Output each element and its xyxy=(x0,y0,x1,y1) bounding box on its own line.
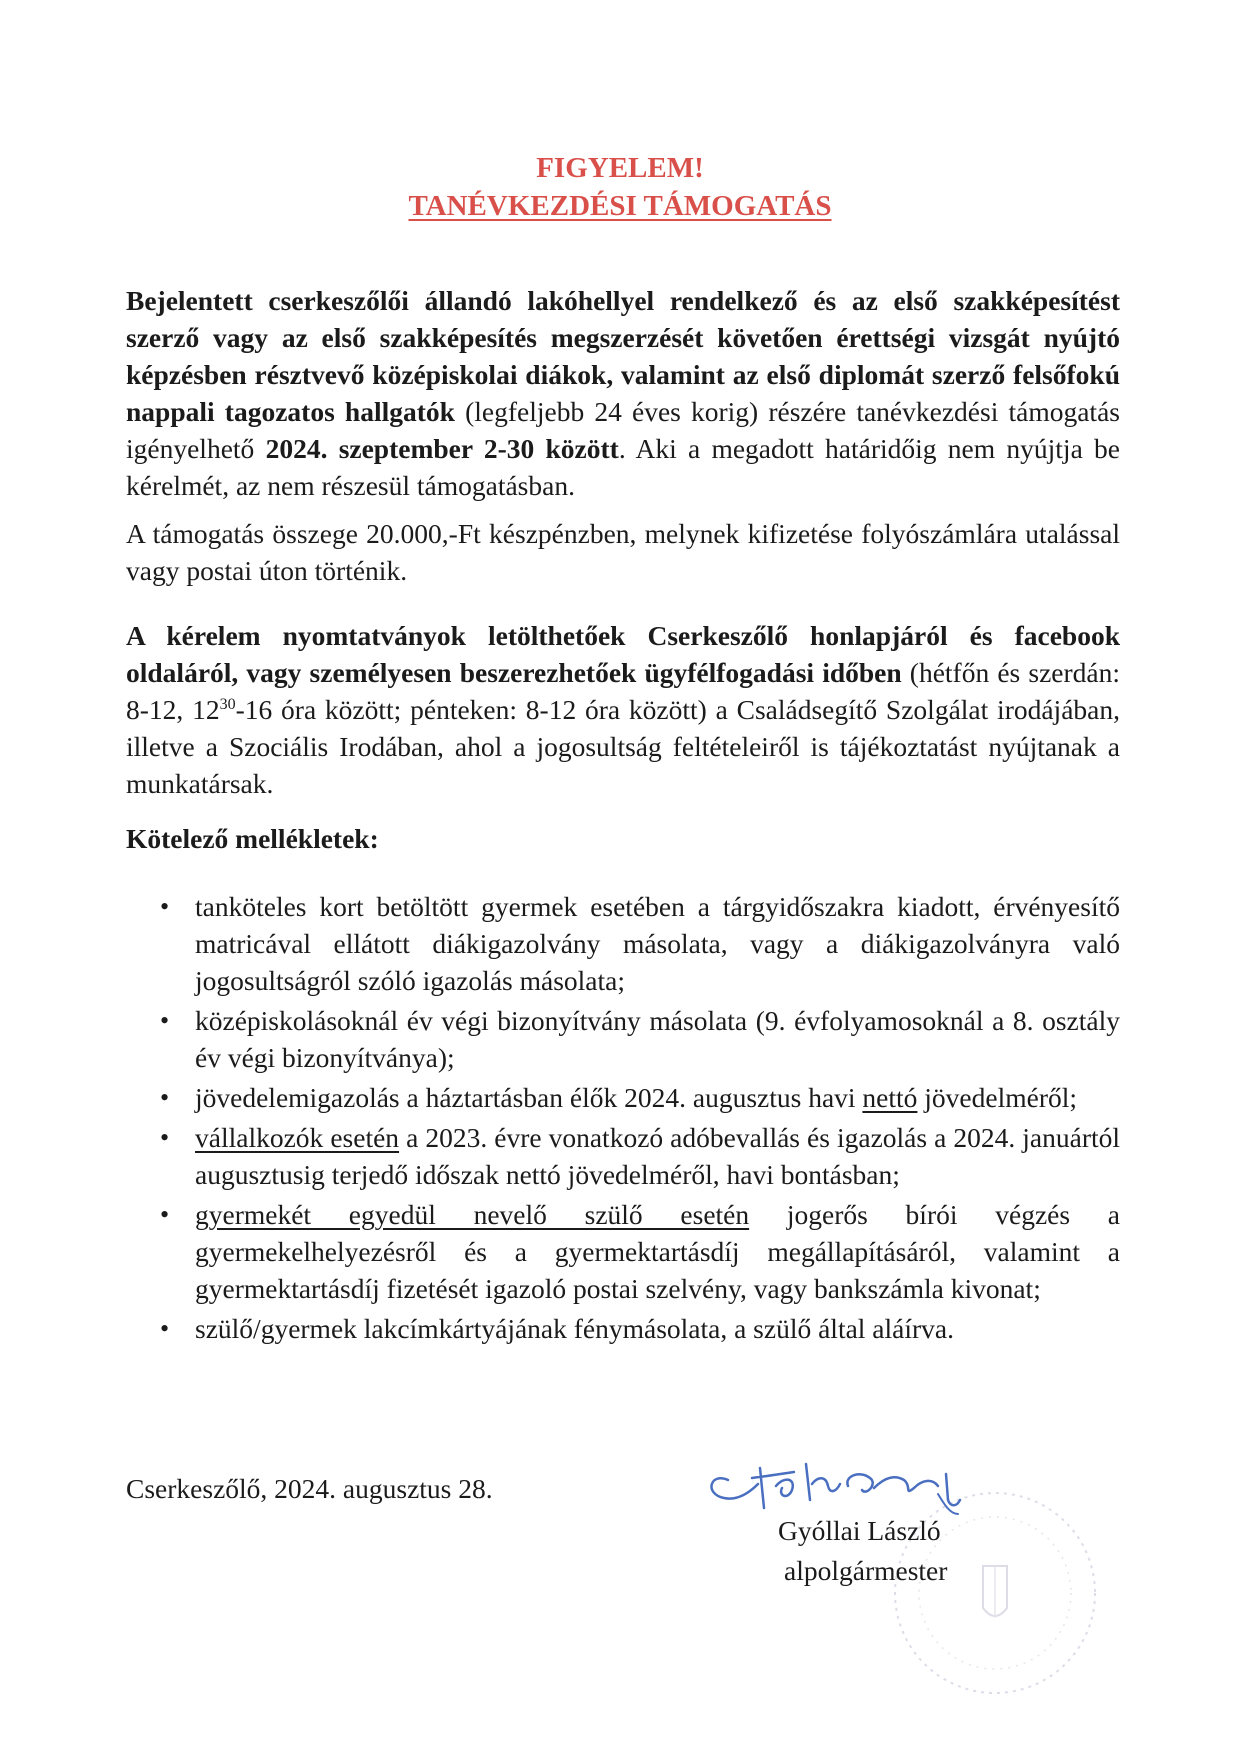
office-location-text: -16 óra között; pénteken: 8-12 óra között) a Családsegítő Szolgálat irodájában, illetve a Szociális Irodában, ahol a jogosultság feltételeiről is tájékoztatást nyújtanak a munkatársak. xyxy=(126,694,1120,799)
single-parent-underlined: gyermekét egyedül nevelő szülő esetén xyxy=(195,1199,750,1230)
notice-heading: FIGYELEM! xyxy=(536,152,704,184)
list-item xyxy=(0,1119,1240,1193)
list-item-text: középiskolásoknál év végi bizonyítvány másolata (9. évfolyamosoknál a 8. osztály év végi bizonyítványa); xyxy=(195,1005,1120,1073)
list-item-text: tanköteles kort betöltött gyermek esetében a tárgyidőszakra kiadott, érvényesítő matricával ellátott diákigazolvány másolata, vagy a diákigazolványra való jogosultságról szóló igazolás másolata; xyxy=(195,891,1120,996)
list-item xyxy=(0,1310,1240,1347)
forms-paragraph xyxy=(126,617,1120,802)
bullet-icon: • xyxy=(160,1083,170,1112)
forms-bold-text: A kérelem nyomtatványok letölthetőek Cserkeszőlő honlapjáról és facebook oldaláról, vagy személyesen beszerezhetőek ügyfélfogadási időben xyxy=(126,620,1120,688)
bullet-icon: • xyxy=(160,1200,170,1229)
document-title: TANÉVKEZDÉSI TÁMOGATÁS xyxy=(408,190,832,222)
net-underlined: nettó xyxy=(862,1082,918,1113)
bullet-icon: • xyxy=(160,1314,170,1343)
eligibility-paragraph xyxy=(126,282,1120,504)
income-text: jövedelemigazolás a háztartásban élők 2024. augusztus havi xyxy=(195,1082,863,1113)
list-item-text: szülő/gyermek lakcímkártyájának fénymásolata, a szülő által aláírva. xyxy=(195,1313,954,1344)
signature-icon xyxy=(698,1450,988,1520)
bullet-icon: • xyxy=(160,1006,170,1035)
deadline-text: . Aki a megadott határidőig nem nyújtja be kérelmét, az nem részesül támogatásban. xyxy=(126,433,1120,501)
list-item-text xyxy=(195,1119,1120,1193)
eligibility-text: (legfeljebb 24 éves korig) részére tanévkezdési támogatás igényelhető xyxy=(126,396,1120,464)
entrepreneurs-underlined: vállalkozók esetén xyxy=(195,1122,400,1153)
office-hours-superscript: 30 xyxy=(219,695,236,713)
list-item-text xyxy=(195,1196,1120,1307)
list-item-text xyxy=(195,1079,1120,1116)
list-item xyxy=(0,1196,1240,1307)
income-text-end: jövedelméről; xyxy=(917,1082,1078,1113)
list-item xyxy=(0,1079,1240,1116)
bullet-icon: • xyxy=(160,892,170,921)
attachments-heading: Kötelező mellékletek: xyxy=(126,823,379,854)
single-parent-text: jogerős bírói végzés a gyermekelhelyezésről és a gyermektartásdíj megállapításáról, valamint a gyermektartásdíj fizetését igazoló postai szelvény, vagy bankszámla kivonat; xyxy=(195,1199,1120,1304)
office-hours-text: (hétfőn és szerdán: 8-12, 12 xyxy=(126,657,1120,725)
signer-name: Gyóllai László xyxy=(778,1515,941,1546)
application-period: 2024. szeptember 2-30 között xyxy=(265,433,619,464)
eligibility-bold-text: Bejelentett cserkeszőlői állandó lakóhellyel rendelkező és az első szakképesítést szerző vagy az első szakképesítés megszerzését követően érettségi vizsgát nyújtó képzésben résztvevő középiskolai diákok, valamint az első diplomát szerző felsőfokú nappali tagozatos hallgatók xyxy=(126,285,1120,427)
attachments-list xyxy=(0,888,1240,1350)
signer-title: alpolgármester xyxy=(784,1555,948,1586)
amount-paragraph: A támogatás összege 20.000,-Ft készpénzben, melynek kifizetése folyószámlára utalással vagy postai úton történik. xyxy=(126,518,1120,586)
place-and-date: Cserkeszőlő, 2024. augusztus 28. xyxy=(126,1473,493,1504)
list-item xyxy=(0,1002,1240,1076)
list-item xyxy=(0,888,1240,999)
bullet-icon: • xyxy=(160,1123,170,1152)
entrepreneurs-text: a 2023. évre vonatkozó adóbevallás és igazolás a 2024. januártól augusztusig terjedő időszak nettó jövedelméről, havi bontásban; xyxy=(195,1122,1121,1190)
